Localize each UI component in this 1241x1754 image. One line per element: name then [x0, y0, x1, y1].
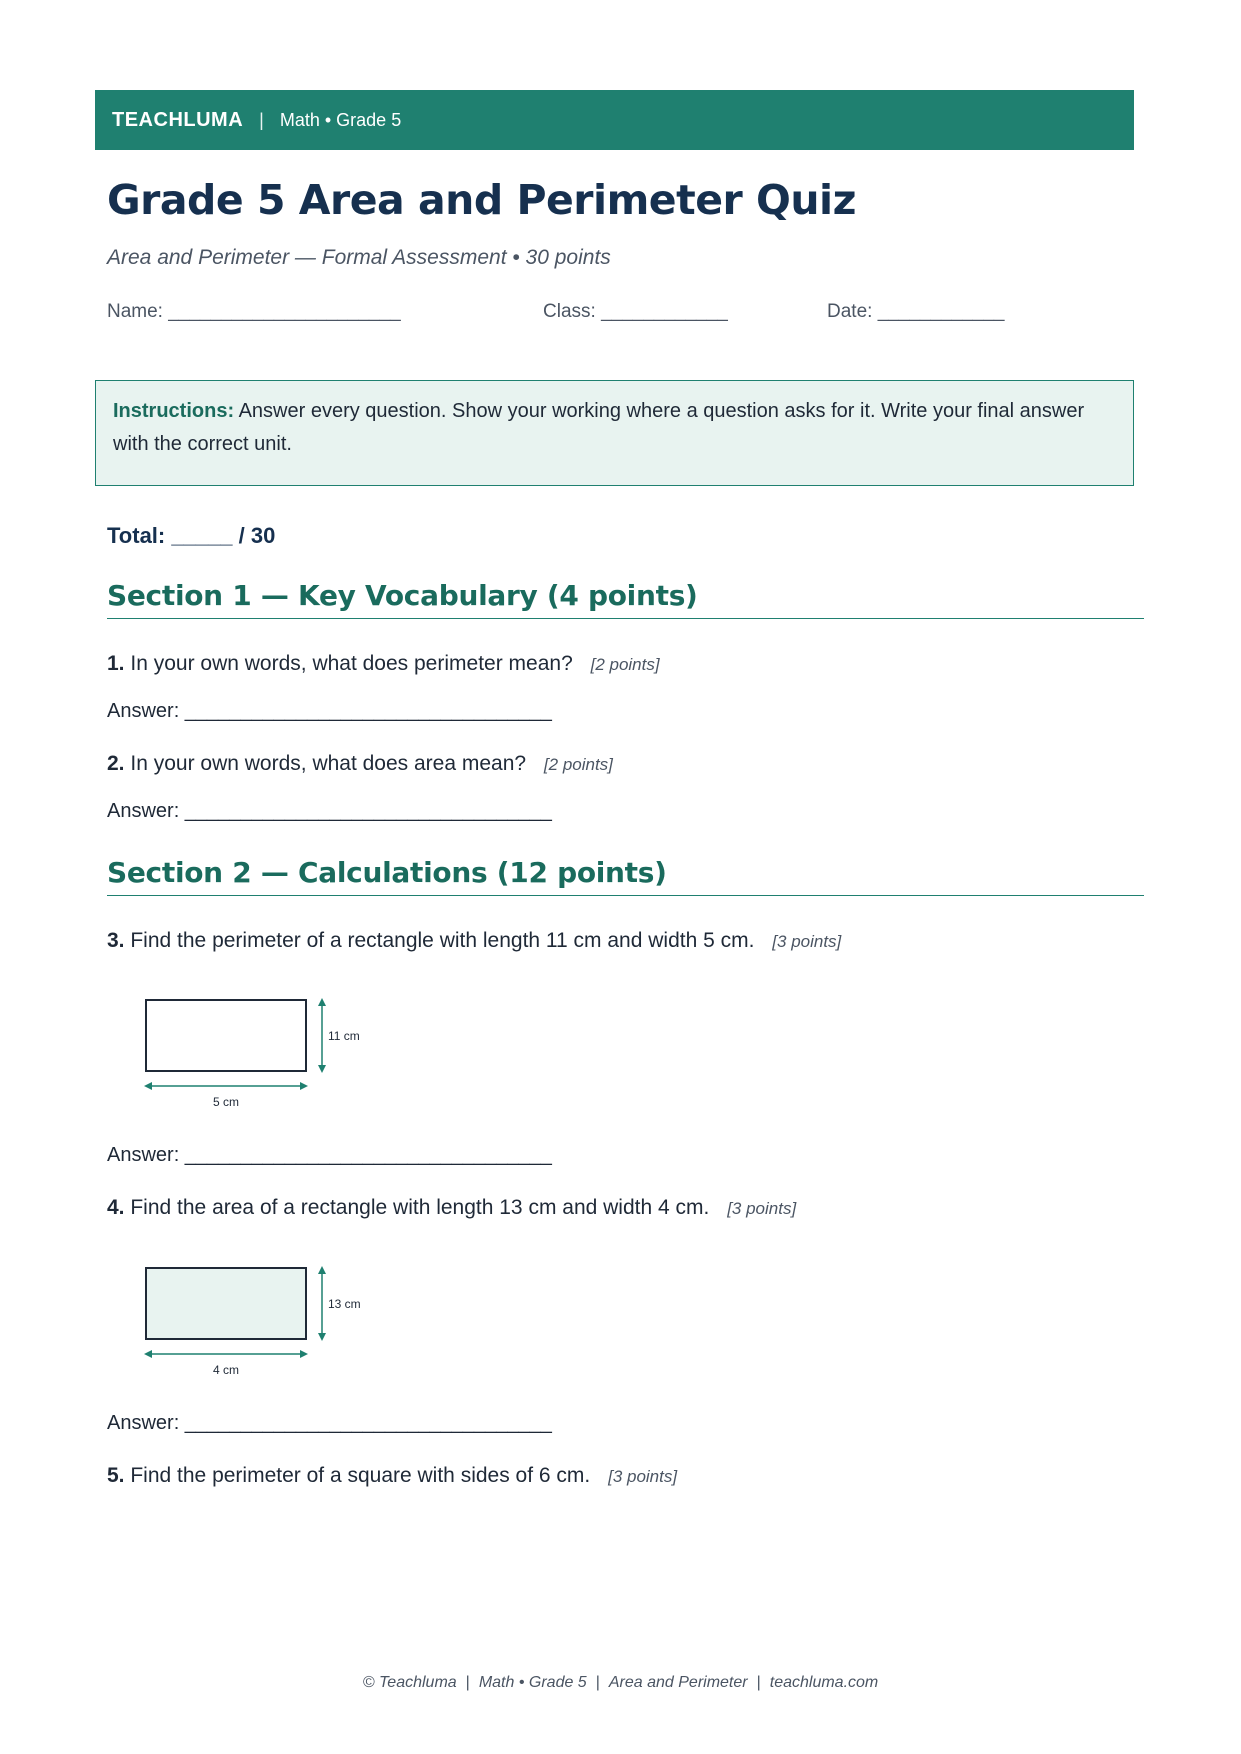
- question-text: Find the perimeter of a rectangle with length 11 cm and width 5 cm.: [130, 929, 755, 952]
- footer-subject: Math • Grade 5: [478, 1674, 587, 1691]
- question-4: [107, 1196, 796, 1220]
- question-points: [3 points]: [608, 1467, 678, 1486]
- header-separator: |: [259, 109, 264, 130]
- answer-line-4[interactable]: Answer: _________________________________: [107, 1412, 552, 1434]
- height-arrow-bottom: [318, 1333, 326, 1341]
- footer-site-link[interactable]: teachluma.com: [769, 1674, 879, 1691]
- footer-separator: |: [465, 1674, 470, 1691]
- question-points: [2 points]: [590, 655, 660, 674]
- page-subtitle: Area and Perimeter — Formal Assessment • 30 points: [107, 246, 611, 269]
- question-points: [2 points]: [543, 755, 613, 774]
- footer-separator: |: [595, 1674, 600, 1691]
- instructions-box: [95, 380, 1134, 486]
- subject-grade-label: Math • Grade 5: [279, 109, 402, 130]
- width-label: 4 cm: [212, 1363, 240, 1377]
- rectangle-figure-q4: [138, 1258, 378, 1383]
- width-arrow-right: [300, 1350, 308, 1358]
- question-text: In your own words, what does area mean?: [130, 752, 527, 775]
- question-number: 2.: [107, 752, 125, 775]
- answer-line-2[interactable]: Answer: _________________________________: [107, 800, 552, 822]
- class-field[interactable]: Class: ____________: [543, 301, 728, 322]
- height-arrow-top: [318, 1266, 326, 1274]
- footer-topic: Area and Perimeter: [608, 1674, 748, 1691]
- question-5: [107, 1464, 677, 1488]
- date-field[interactable]: Date: ____________: [827, 301, 1005, 322]
- rectangle-shape: [146, 1000, 306, 1071]
- width-label: 5 cm: [212, 1095, 240, 1109]
- height-arrow-top: [318, 998, 326, 1006]
- question-text: Find the area of a rectangle with length 13 cm and width 4 cm.: [130, 1196, 710, 1219]
- answer-line-1[interactable]: Answer: _________________________________: [107, 700, 552, 722]
- question-2: [107, 752, 613, 776]
- question-number: 1.: [107, 652, 125, 675]
- name-field[interactable]: Name: ______________________: [107, 301, 401, 322]
- rectangle-figure-q3: [138, 990, 378, 1115]
- question-3: [107, 929, 841, 953]
- question-points: [3 points]: [772, 932, 842, 951]
- width-arrow-left: [144, 1350, 152, 1358]
- answer-line-3[interactable]: Answer: _________________________________: [107, 1144, 552, 1166]
- footer-copyright: © Teachluma: [362, 1674, 457, 1691]
- page-footer: [0, 1674, 1241, 1692]
- question-1: [107, 652, 660, 676]
- question-text: Find the perimeter of a square with sides of 6 cm.: [130, 1464, 591, 1487]
- question-text: In your own words, what does perimeter mean?: [130, 652, 573, 675]
- instructions-text: Answer every question. Show your working where a question asks for it. Write your final answer with the correct unit.: [113, 400, 1085, 455]
- section-2-heading: Section 2 — Calculations (12 points): [107, 856, 1144, 896]
- height-label: 11 cm: [328, 1029, 360, 1043]
- width-arrow-left: [144, 1082, 152, 1090]
- height-label: 13 cm: [328, 1297, 361, 1311]
- height-arrow-bottom: [318, 1065, 326, 1073]
- question-number: 3.: [107, 929, 125, 952]
- instructions-label: Instructions:: [113, 400, 235, 422]
- footer-separator: |: [756, 1674, 761, 1691]
- question-number: 5.: [107, 1464, 125, 1487]
- question-points: [3 points]: [727, 1199, 797, 1218]
- header-banner: [95, 90, 1134, 150]
- brand-name: TEACHLUMA: [112, 108, 244, 131]
- total-score[interactable]: Total: _____ / 30: [107, 523, 276, 548]
- section-1-heading: Section 1 — Key Vocabulary (4 points): [107, 579, 1144, 619]
- width-arrow-right: [300, 1082, 308, 1090]
- page-title: Grade 5 Area and Perimeter Quiz: [107, 176, 856, 224]
- question-number: 4.: [107, 1196, 125, 1219]
- rectangle-shape: [146, 1268, 306, 1339]
